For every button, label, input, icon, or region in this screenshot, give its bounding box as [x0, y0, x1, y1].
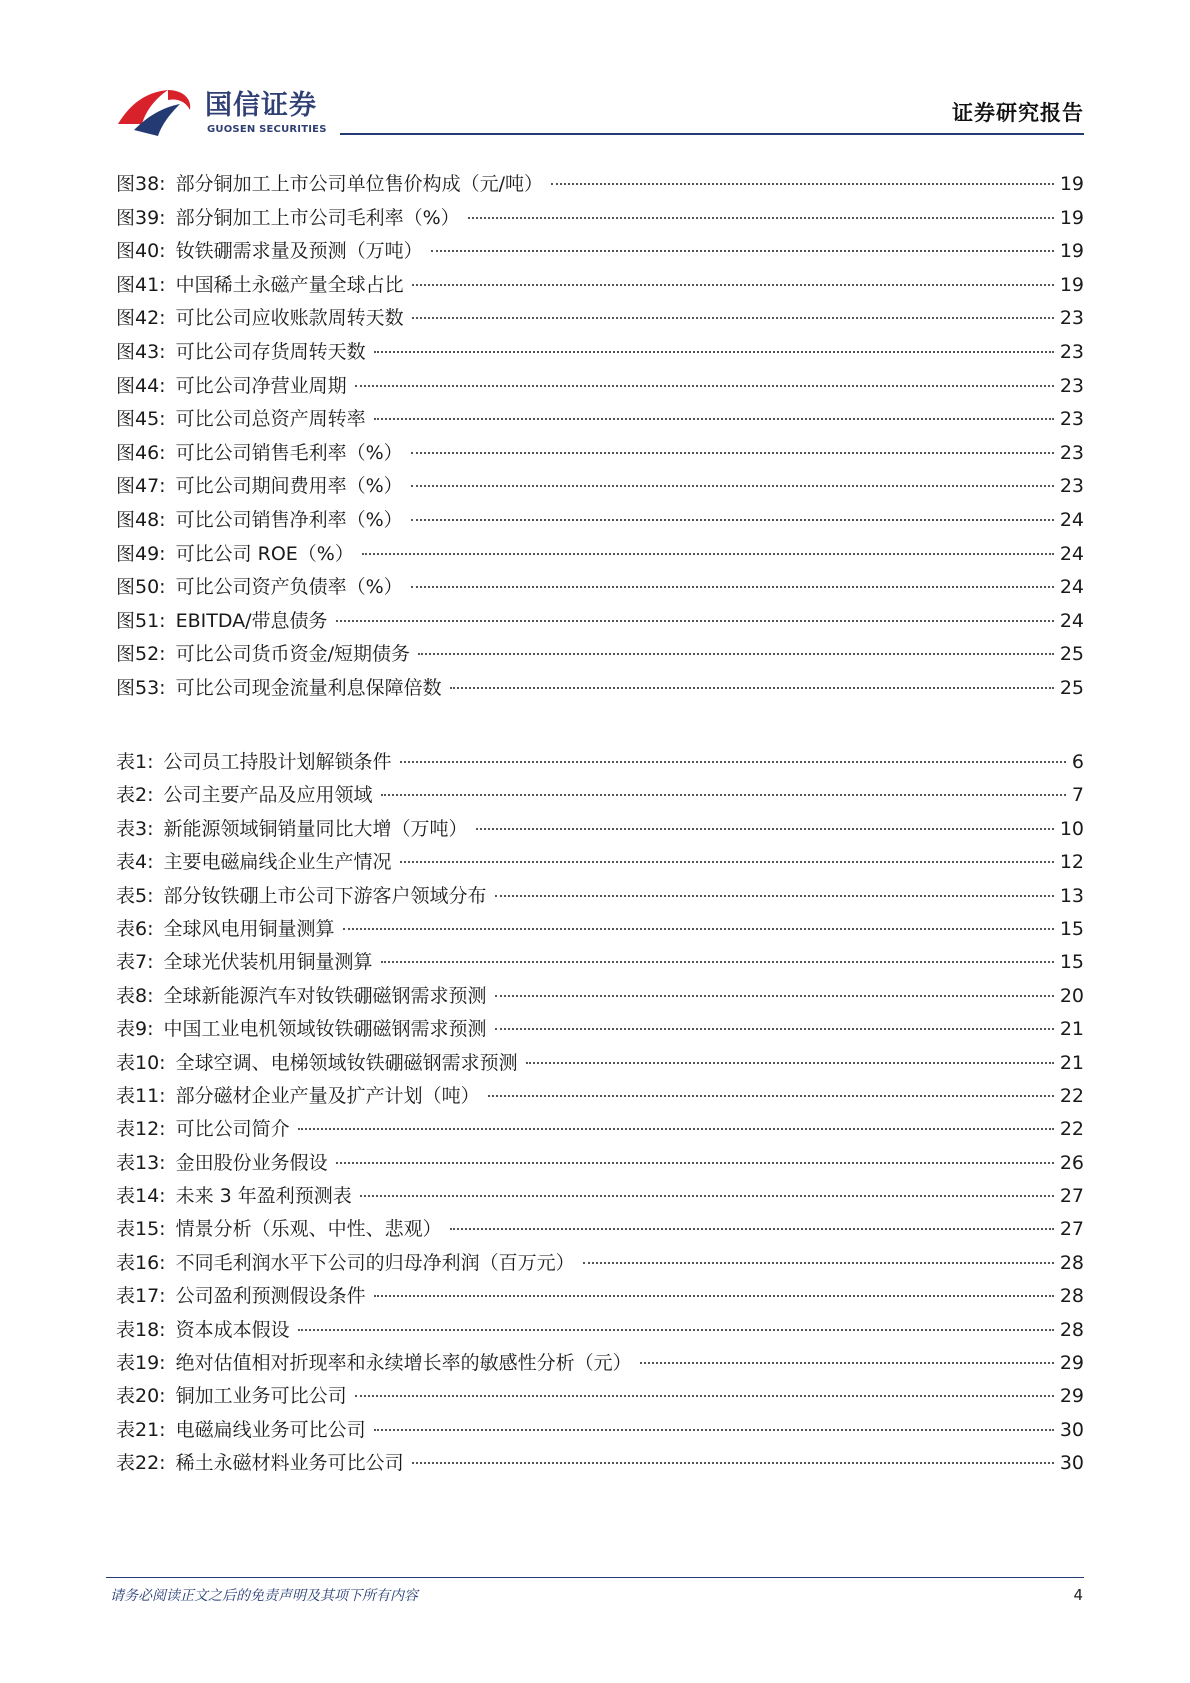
- figure-entry[interactable]: [116, 168, 1084, 202]
- table-index-list: [116, 746, 1084, 1481]
- figure-entry[interactable]: [116, 302, 1084, 336]
- table-title: 全球新能源汽车对钕铁硼磁钢需求预测: [163, 984, 487, 1007]
- dot-leader: [298, 1329, 1054, 1331]
- table-title: 未来 3 年盈利预测表: [175, 1185, 352, 1208]
- dot-leader: [468, 217, 1054, 219]
- table-label: 表13:: [116, 1151, 166, 1174]
- dot-leader: [374, 1429, 1054, 1431]
- table-label: 表19:: [116, 1352, 166, 1375]
- table-label: 表9:: [116, 1018, 154, 1041]
- figure-label: 图52:: [116, 643, 166, 666]
- table-page-number: 27: [1059, 1218, 1084, 1241]
- dot-leader: [640, 1362, 1054, 1364]
- table-title: 情景分析（乐观、中性、悲观）: [175, 1218, 442, 1241]
- figure-label: 图39:: [116, 206, 166, 229]
- table-entry[interactable]: [116, 1180, 1084, 1213]
- figure-page-number: 19: [1059, 240, 1084, 263]
- table-title: 绝对估值相对折现率和永续增长率的敏感性分析（元）: [175, 1352, 632, 1375]
- figure-entry[interactable]: [116, 202, 1084, 236]
- table-title: 资本成本假设: [175, 1318, 290, 1341]
- guosen-logo-icon: [116, 84, 196, 140]
- table-label: 表21:: [116, 1418, 166, 1441]
- table-entry[interactable]: [116, 1080, 1084, 1113]
- table-label: 表22:: [116, 1452, 166, 1475]
- table-entry[interactable]: [116, 1247, 1084, 1280]
- figure-page-number: 24: [1059, 576, 1084, 599]
- dot-leader: [450, 1228, 1054, 1230]
- figure-entry[interactable]: [116, 571, 1084, 605]
- table-label: 表7:: [116, 951, 154, 974]
- dot-leader: [298, 1128, 1054, 1130]
- table-page-number: 27: [1059, 1185, 1084, 1208]
- figure-page-number: 24: [1059, 609, 1084, 632]
- dot-leader: [431, 250, 1054, 252]
- table-page-number: 28: [1059, 1318, 1084, 1341]
- table-entry[interactable]: [116, 846, 1084, 879]
- figure-entry[interactable]: [116, 336, 1084, 370]
- figure-title: 中国稀土永磁产量全球占比: [175, 273, 404, 296]
- figure-entry[interactable]: [116, 269, 1084, 303]
- figure-entry[interactable]: [116, 403, 1084, 437]
- table-label: 表6:: [116, 917, 154, 940]
- figure-page-number: 24: [1059, 508, 1084, 531]
- figure-page-number: 25: [1059, 676, 1084, 699]
- table-entry[interactable]: [116, 1280, 1084, 1313]
- figure-entry[interactable]: [116, 235, 1084, 269]
- table-title: 金田股份业务假设: [175, 1151, 328, 1174]
- figure-label: 图41:: [116, 273, 166, 296]
- dot-leader: [355, 1395, 1054, 1397]
- table-page-number: 28: [1059, 1251, 1084, 1274]
- figure-page-number: 23: [1059, 475, 1084, 498]
- table-title: 不同毛利润水平下公司的归母净利润（百万元）: [175, 1251, 575, 1274]
- dot-leader: [400, 761, 1066, 763]
- table-entry[interactable]: [116, 880, 1084, 913]
- table-title: 中国工业电机领域钕铁硼磁钢需求预测: [163, 1018, 487, 1041]
- table-page-number: 7: [1071, 784, 1084, 807]
- figure-entry[interactable]: [116, 672, 1084, 706]
- table-entry[interactable]: [116, 1314, 1084, 1347]
- page-header: [0, 0, 1190, 150]
- dot-leader: [583, 1262, 1054, 1264]
- figure-title: 可比公司总资产周转率: [175, 408, 366, 431]
- table-label: 表15:: [116, 1218, 166, 1241]
- figure-title: 可比公司资产负债率（%）: [175, 576, 403, 599]
- dot-leader: [374, 1295, 1054, 1297]
- guosen-logo: [116, 84, 327, 140]
- table-label: 表8:: [116, 984, 154, 1007]
- table-entry[interactable]: [116, 1447, 1084, 1480]
- dot-leader: [360, 1195, 1054, 1197]
- figure-page-number: 23: [1059, 340, 1084, 363]
- figure-label: 图50:: [116, 576, 166, 599]
- figure-label: 图53:: [116, 676, 166, 699]
- table-page-number: 20: [1059, 984, 1084, 1007]
- figure-entry[interactable]: [116, 605, 1084, 639]
- table-page-number: 30: [1059, 1452, 1084, 1475]
- table-page-number: 6: [1071, 751, 1084, 773]
- dot-leader: [476, 828, 1054, 830]
- table-page-number: 28: [1059, 1285, 1084, 1308]
- table-label: 表3:: [116, 817, 154, 840]
- table-entry[interactable]: [116, 1414, 1084, 1447]
- table-label: 表17:: [116, 1285, 166, 1308]
- table-page-number: 21: [1059, 1018, 1084, 1041]
- figure-title: 可比公司应收账款周转天数: [175, 307, 404, 330]
- table-page-number: 10: [1059, 817, 1084, 840]
- figure-title: 可比公司 ROE（%）: [175, 542, 354, 565]
- figure-title: 可比公司现金流量利息保障倍数: [175, 676, 442, 699]
- figure-entry[interactable]: [116, 370, 1084, 404]
- figure-page-number: 23: [1059, 441, 1084, 464]
- table-entry[interactable]: [116, 813, 1084, 846]
- figure-title: 可比公司期间费用率（%）: [175, 475, 403, 498]
- dot-leader: [400, 861, 1054, 863]
- table-label: 表20:: [116, 1385, 166, 1408]
- figure-entry[interactable]: [116, 470, 1084, 504]
- figure-title: 部分铜加工上市公司单位售价构成（元/吨）: [175, 173, 543, 195]
- table-entry[interactable]: [116, 1380, 1084, 1413]
- figure-label: 图44:: [116, 374, 166, 397]
- dot-leader: [495, 895, 1054, 897]
- figure-title: 可比公司销售毛利率（%）: [175, 441, 403, 464]
- table-page-number: 15: [1059, 917, 1084, 940]
- dot-leader: [551, 183, 1054, 185]
- figure-page-number: 23: [1059, 374, 1084, 397]
- dot-leader: [411, 586, 1054, 588]
- figure-label: 图47:: [116, 475, 166, 498]
- table-entry[interactable]: [116, 1047, 1084, 1080]
- logo-chinese-name: 国信证券: [205, 90, 317, 121]
- figure-title: 可比公司净营业周期: [175, 374, 347, 397]
- dot-leader: [488, 1095, 1054, 1097]
- table-entry[interactable]: [116, 946, 1084, 979]
- table-entry[interactable]: [116, 746, 1084, 779]
- dot-leader: [418, 653, 1054, 655]
- figure-entry[interactable]: [116, 437, 1084, 471]
- dot-leader: [362, 553, 1054, 555]
- dot-leader: [343, 928, 1054, 930]
- table-page-number: 22: [1059, 1118, 1084, 1141]
- figure-label: 图46:: [116, 441, 166, 464]
- dot-leader: [411, 452, 1054, 454]
- dot-leader: [412, 317, 1054, 319]
- dot-leader: [374, 418, 1054, 420]
- table-title: 公司员工持股计划解锁条件: [163, 751, 392, 773]
- table-title: 主要电磁扁线企业生产情况: [163, 851, 392, 874]
- table-page-number: 21: [1059, 1051, 1084, 1074]
- dot-leader: [412, 284, 1054, 286]
- dot-leader: [412, 1462, 1054, 1464]
- figure-page-number: 23: [1059, 307, 1084, 330]
- dot-leader: [495, 1028, 1054, 1030]
- figure-label: 图43:: [116, 340, 166, 363]
- dot-leader: [381, 961, 1054, 963]
- figure-label: 图51:: [116, 609, 166, 632]
- table-title: 电磁扁线业务可比公司: [175, 1418, 366, 1441]
- figure-label: 图45:: [116, 408, 166, 431]
- table-page-number: 15: [1059, 951, 1084, 974]
- figure-entry[interactable]: [116, 638, 1084, 672]
- table-title: 新能源领域铜销量同比大增（万吨）: [163, 817, 468, 840]
- figure-page-number: 19: [1059, 206, 1084, 229]
- table-entry[interactable]: [116, 1113, 1084, 1146]
- table-page-number: 26: [1059, 1151, 1084, 1174]
- table-page-number: 13: [1059, 884, 1084, 907]
- table-label: 表4:: [116, 851, 154, 874]
- figure-label: 图38:: [116, 173, 166, 195]
- table-title: 稀土永磁材料业务可比公司: [175, 1452, 404, 1475]
- dot-leader: [495, 995, 1054, 997]
- figure-label: 图48:: [116, 508, 166, 531]
- figure-title: 可比公司货币资金/短期债务: [175, 643, 410, 666]
- footer-divider: [106, 1577, 1084, 1578]
- report-type-title: 证券研究报告: [952, 101, 1084, 125]
- table-page-number: 22: [1059, 1084, 1084, 1107]
- figure-title: EBITDA/带息债务: [175, 609, 328, 632]
- table-title: 部分钕铁硼上市公司下游客户领域分布: [163, 884, 487, 907]
- table-entry[interactable]: [116, 779, 1084, 812]
- table-page-number: 29: [1059, 1352, 1084, 1375]
- dot-leader: [374, 351, 1054, 353]
- table-title: 部分磁材企业产量及扩产计划（吨）: [175, 1084, 480, 1107]
- table-entry[interactable]: [116, 1347, 1084, 1380]
- table-entry[interactable]: [116, 1013, 1084, 1046]
- table-entry[interactable]: [116, 980, 1084, 1013]
- dot-leader: [336, 1162, 1054, 1164]
- figure-entry[interactable]: [116, 504, 1084, 538]
- figure-entry[interactable]: [116, 538, 1084, 572]
- table-label: 表16:: [116, 1251, 166, 1274]
- dot-leader: [336, 620, 1054, 622]
- table-title: 铜加工业务可比公司: [175, 1385, 347, 1408]
- table-label: 表5:: [116, 884, 154, 907]
- figure-title: 可比公司销售净利率（%）: [175, 508, 403, 531]
- dot-leader: [526, 1062, 1054, 1064]
- table-label: 表18:: [116, 1318, 166, 1341]
- page-number: 4: [1073, 1586, 1083, 1604]
- table-label: 表2:: [116, 784, 154, 807]
- table-title: 公司主要产品及应用领域: [163, 784, 373, 807]
- figure-label: 图40:: [116, 240, 166, 263]
- figure-page-number: 24: [1059, 542, 1084, 565]
- figure-index-list: [116, 168, 1084, 706]
- dot-leader: [411, 485, 1054, 487]
- figure-page-number: 23: [1059, 408, 1084, 431]
- table-label: 表10:: [116, 1051, 166, 1074]
- figure-title: 可比公司存货周转天数: [175, 340, 366, 363]
- table-entry[interactable]: [116, 1147, 1084, 1180]
- table-title: 全球空调、电梯领域钕铁硼磁钢需求预测: [175, 1051, 518, 1074]
- table-page-number: 12: [1059, 851, 1084, 874]
- table-title: 全球风电用铜量测算: [163, 917, 335, 940]
- table-title: 公司盈利预测假设条件: [175, 1285, 366, 1308]
- table-title: 可比公司简介: [175, 1118, 290, 1141]
- table-label: 表12:: [116, 1118, 166, 1141]
- dot-leader: [355, 385, 1054, 387]
- footer-disclaimer: 请务必阅读正文之后的免责声明及其项下所有内容: [110, 1588, 418, 1604]
- table-page-number: 30: [1059, 1418, 1084, 1441]
- dot-leader: [381, 794, 1066, 796]
- table-label: 表14:: [116, 1185, 166, 1208]
- table-entry[interactable]: [116, 913, 1084, 946]
- figure-label: 图42:: [116, 307, 166, 330]
- logo-english-name: GUOSEN SECURITIES: [207, 124, 327, 135]
- table-title: 全球光伏装机用铜量测算: [163, 951, 373, 974]
- figure-label: 图49:: [116, 542, 166, 565]
- figure-page-number: 25: [1059, 643, 1084, 666]
- header-divider: [340, 133, 1084, 135]
- figure-page-number: 19: [1059, 173, 1084, 195]
- figure-title: 部分铜加工上市公司毛利率（%）: [175, 206, 460, 229]
- table-label: 表11:: [116, 1084, 166, 1107]
- figure-page-number: 19: [1059, 273, 1084, 296]
- dot-leader: [450, 687, 1054, 689]
- dot-leader: [411, 519, 1054, 521]
- table-page-number: 29: [1059, 1385, 1084, 1408]
- table-label: 表1:: [116, 751, 154, 773]
- figure-title: 钕铁硼需求量及预测（万吨）: [175, 240, 423, 263]
- table-entry[interactable]: [116, 1213, 1084, 1246]
